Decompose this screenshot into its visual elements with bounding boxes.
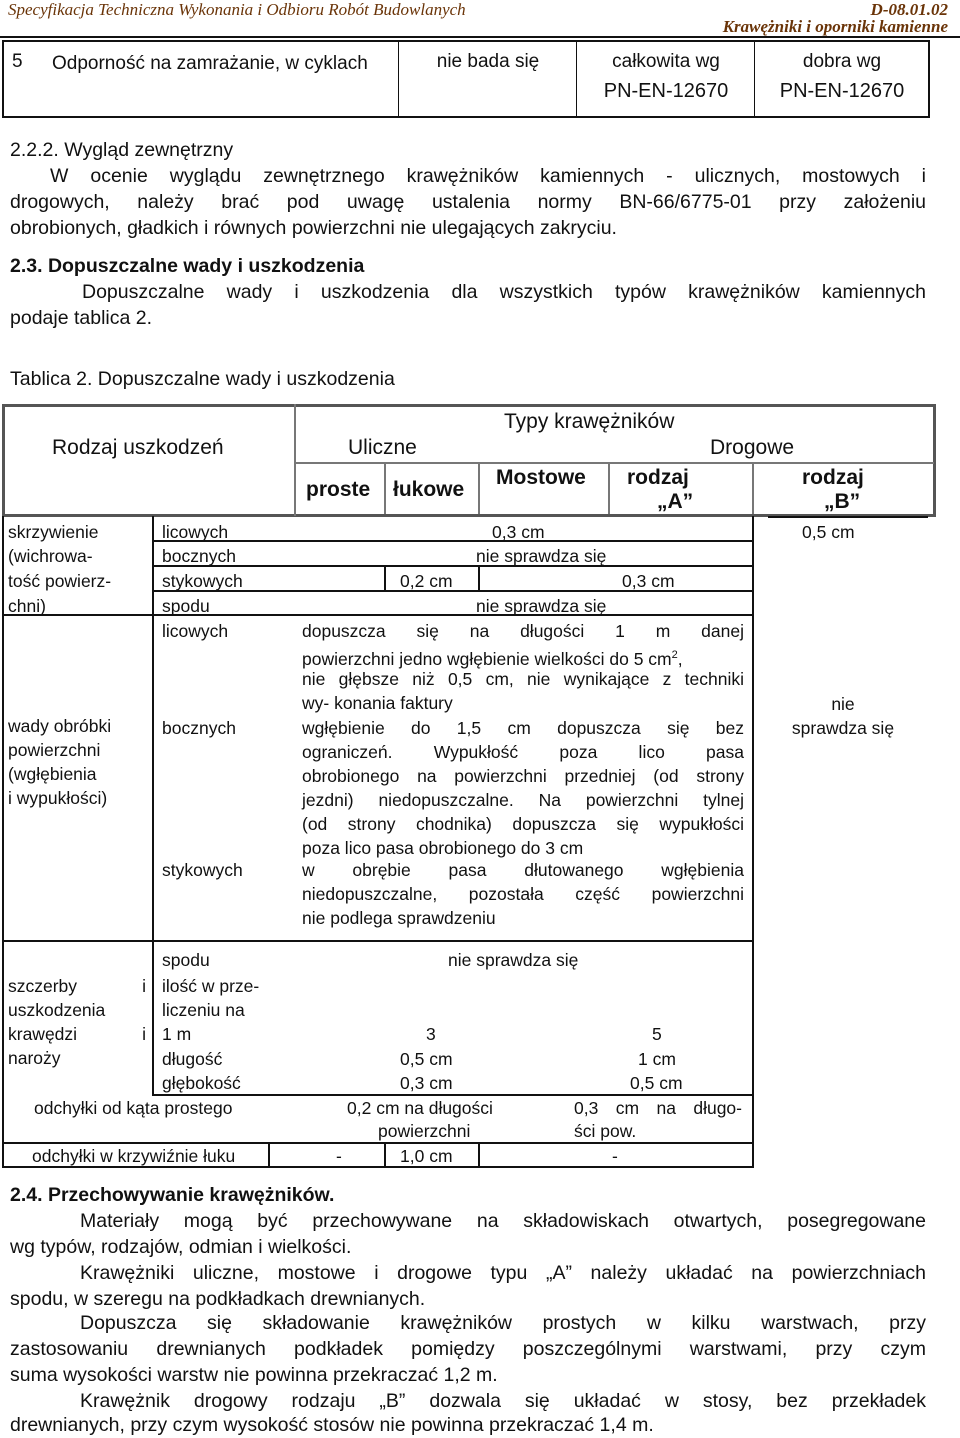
odchylki-kata-value-b: ści pow. xyxy=(574,1121,637,1141)
table-rule xyxy=(2,404,936,407)
defects-table xyxy=(2,404,936,1168)
wady-bocznych-text-line: ograniczeń. Wypukłość poza lico pasa xyxy=(302,742,744,762)
table-rule xyxy=(608,462,610,514)
section-heading-23: 2.3. Dopuszczalne wady i uszkodzenia xyxy=(10,255,365,277)
wady-stykowych-label: stykowych xyxy=(162,860,243,880)
odchylki-luku-value: 1,0 cm xyxy=(400,1146,453,1166)
col-drogowe-cell xyxy=(754,42,929,116)
wady-stykowych-text-line: nie podlega sprawdzeniu xyxy=(302,908,496,928)
row-number: 5 xyxy=(12,51,23,72)
ilosc-label: ilość w prze- xyxy=(162,976,260,996)
odchylki-kata-label: odchyłki od kąta prostego xyxy=(34,1098,233,1118)
szczerby-label: szczerby i xyxy=(8,976,146,996)
glebokosc-label: głębokość xyxy=(162,1073,241,1093)
section-24-line: spodu, w szeregu na podkładkach drewnianych. xyxy=(10,1288,426,1310)
wady-licowych-text-line: powierzchni jedno wgłębienie wielkości do 5 $cm^2$, xyxy=(302,648,683,669)
wady-bocznych-text-line: poza lico pasa obrobionego do 3 cm xyxy=(302,838,584,858)
wady-bocznych-label: bocznych xyxy=(162,718,236,738)
ilosc-value: 3 xyxy=(426,1024,436,1044)
b-not-checked: nie xyxy=(831,694,855,714)
table-rule xyxy=(768,516,928,518)
table-rule xyxy=(294,462,934,464)
header-uliczne: Uliczne xyxy=(348,436,417,459)
skrzywienie-label: tość powierz- xyxy=(8,571,112,591)
table-rule xyxy=(152,565,752,567)
szczerby-label: uszkodzenia xyxy=(8,1000,106,1020)
header-rodzaj-b: rodzaj xyxy=(802,466,864,489)
header-lukowe: łukowe xyxy=(393,478,465,501)
skrz-row-value: 0,3 cm xyxy=(492,522,545,542)
ilosc-label: 1 m xyxy=(162,1024,192,1044)
table-rule xyxy=(384,1142,386,1168)
header-a: „A” xyxy=(657,490,694,513)
section-24-line: Krawężnik drogowy rodzaju „B” dozwala się układać w stosy, bez przekładek xyxy=(80,1390,926,1412)
cell-value: dobra wg xyxy=(802,51,882,72)
section-heading-24: 2.4. Przechowywanie krawężników. xyxy=(10,1184,335,1206)
odchylki-luku-value: - xyxy=(612,1146,618,1166)
section-24-line: Materiały mogą być przechowywane na składowiskach otwartych, posegregowane xyxy=(80,1210,926,1232)
dlugosc-value: 0,5 cm xyxy=(400,1049,453,1069)
section-23-line: podaje tablica 2. xyxy=(10,307,153,329)
header-drogowe: Drogowe xyxy=(710,436,795,459)
skrz-row-label: spodu xyxy=(162,596,210,616)
table2-caption: Tablica 2. Dopuszczalne wady i uszkodzenia xyxy=(10,368,395,390)
section-24-line: Dopuszcza się składowanie krawężników prostych w kilku warstwach, przy xyxy=(80,1312,926,1334)
header-rule xyxy=(0,36,960,38)
glebokosc-value-b: 0,5 cm xyxy=(630,1073,683,1093)
wady-bocznych-text-line: wgłębienie do 1,5 cm dopuszcza się bez xyxy=(302,718,744,738)
wady-label: powierzchni xyxy=(8,740,101,760)
skrz-row-value: 0,2 cm xyxy=(400,571,453,591)
wady-bocznych-text-line: jezdni) niedopuszczalne. Na powierzchni tylnej xyxy=(302,790,744,810)
odchylki-kata-value-b: 0,3 cm na długo- xyxy=(574,1098,742,1118)
table-rule xyxy=(2,940,752,942)
odchylki-luku-label: odchyłki w krzywiźnie łuku xyxy=(32,1146,236,1166)
table-rule xyxy=(933,404,936,516)
table-rule xyxy=(478,567,480,591)
section-heading-222: 2.2.2. Wygląd zewnętrzny xyxy=(10,139,234,161)
skrzywienie-label: skrzywienie xyxy=(8,522,99,542)
header-mostowe: Mostowe xyxy=(496,466,586,489)
wady-stykowych-text-line: w obrębie pasa dłutowanego wgłębienia xyxy=(302,860,744,880)
spodu-label: spodu xyxy=(162,950,210,970)
document-subtitle: Krawężniki i oporniki kamienne xyxy=(722,17,948,36)
row-label-cell xyxy=(4,42,398,116)
cell-norm: PN-EN-12670 xyxy=(603,80,729,102)
section-24-line: Krawężniki uliczne, mostowe i drogowe typu „A” należy układać na powierzchniach xyxy=(80,1262,926,1284)
wady-licowych-text-line: nie głębsze niż 0,5 cm, nie wynikające z techniki xyxy=(302,669,744,689)
table-rule xyxy=(294,404,296,516)
skrz-row-value: nie sprawdza się xyxy=(476,596,607,616)
frost-resistance-row xyxy=(2,40,930,118)
table-rule xyxy=(2,404,5,516)
section-24-line: drewnianych, przy czym wysokość stosów nie powinna przekraczać 1,4 m. xyxy=(10,1414,654,1436)
table-rule xyxy=(752,462,754,514)
section-24-line: suma wysokości warstw nie powinna przekraczać 1,2 m. xyxy=(10,1364,498,1386)
section-23-line: Dopuszczalne wady i uszkodzenia dla wszystkich typów krawężników kamiennych xyxy=(82,281,926,303)
table-rule xyxy=(152,540,752,542)
document-code: D-08.01.02 xyxy=(870,0,948,19)
wady-stykowych-text-line: niedopuszczalne, pozostała część powierzchni xyxy=(302,884,744,904)
section-24-line: zastosowaniu drewnianych podkładek pomiędzy poszczególnymi warstwami, przy czym xyxy=(10,1338,926,1360)
header-rodzaj: Rodzaj uszkodzeń xyxy=(52,436,224,459)
skrz-row-label: bocznych xyxy=(162,546,236,566)
ilosc-value-b: 5 xyxy=(652,1024,662,1044)
skrz-row-label: licowych xyxy=(162,522,229,542)
ilosc-label: liczeniu na xyxy=(162,1000,245,1020)
wady-label: wady obróbki xyxy=(8,716,112,736)
table-rule xyxy=(752,516,754,1168)
table-rule xyxy=(2,614,752,616)
header-b: „B” xyxy=(824,490,861,513)
table-rule xyxy=(478,462,480,514)
szczerby-label: naroży xyxy=(8,1048,61,1068)
wady-licowych-text-line: wy- konania faktury xyxy=(302,693,453,713)
col-uliczne-cell xyxy=(398,42,577,116)
header-rodzaj-a: rodzaj xyxy=(627,466,689,489)
skrz-row-label: stykowych xyxy=(162,571,243,591)
header-typy: Typy krawężników xyxy=(504,410,675,433)
document-header-title: Specyfikacja Techniczna Wykonania i Odbioru Robót Budowlanych xyxy=(8,0,466,19)
wady-bocznych-text-line: obrobionego na powierzchni przedniej (od strony xyxy=(302,766,744,786)
wady-bocznych-text-line: (od strony chodnika) dopuszcza się wypukłości xyxy=(302,814,744,834)
cell-norm: PN-EN-12670 xyxy=(779,80,905,102)
dlugosc-value-b: 1 cm xyxy=(638,1049,676,1069)
wady-licowych-label: licowych xyxy=(162,621,229,641)
skrzywienie-label: chni) xyxy=(8,596,46,616)
skrz-row-value-b: 0,5 cm xyxy=(802,522,855,542)
b-not-checked: sprawdza się xyxy=(791,718,895,738)
wady-label: i wypukłości) xyxy=(8,788,108,808)
section-222-line: drogowych, należy brać pod uwagę ustalenia normy BN-66/6775-01 przy założeniu xyxy=(10,191,926,213)
section-222-line: obrobionych, gładkich i równych powierzchni nie ulegających zakryciu. xyxy=(10,217,617,239)
odchylki-luku-value: - xyxy=(336,1146,342,1166)
section-24-line: wg typów, rodzajów, odmian i wielkości. xyxy=(10,1236,352,1258)
dlugosc-label: długość xyxy=(162,1049,223,1069)
cell-value: całkowita wg xyxy=(612,51,720,72)
skrz-row-value-2: 0,3 cm xyxy=(622,571,675,591)
table-rule xyxy=(152,516,154,1094)
glebokosc-value: 0,3 cm xyxy=(400,1073,453,1093)
table-rule xyxy=(268,1142,270,1168)
spodu-value: nie sprawdza się xyxy=(448,950,579,970)
section-222-line: W ocenie wyglądu zewnętrznego krawężników kamiennych - ulicznych, mostowych i xyxy=(50,165,926,187)
row-label: Odporność na zamrażanie, w cyklach xyxy=(52,53,368,74)
skrz-row-value: nie sprawdza się xyxy=(476,546,607,566)
wady-label: (wgłębienia xyxy=(8,764,97,784)
odchylki-kata-value: 0,2 cm na długości xyxy=(347,1098,493,1118)
szczerby-label: krawędzi i xyxy=(8,1024,146,1044)
header-proste: proste xyxy=(306,478,371,501)
table-rule xyxy=(478,1142,480,1168)
wady-licowych-text: dopuszcza się na długości 1 m danej xyxy=(302,621,744,641)
col-mostowe-cell xyxy=(576,42,755,116)
table-rule xyxy=(384,462,386,514)
odchylki-kata-value: powierzchni xyxy=(378,1121,471,1141)
cell-value: nie bada się xyxy=(436,51,540,72)
table-rule xyxy=(384,567,386,591)
skrzywienie-label: (wichrowa- xyxy=(8,546,93,566)
